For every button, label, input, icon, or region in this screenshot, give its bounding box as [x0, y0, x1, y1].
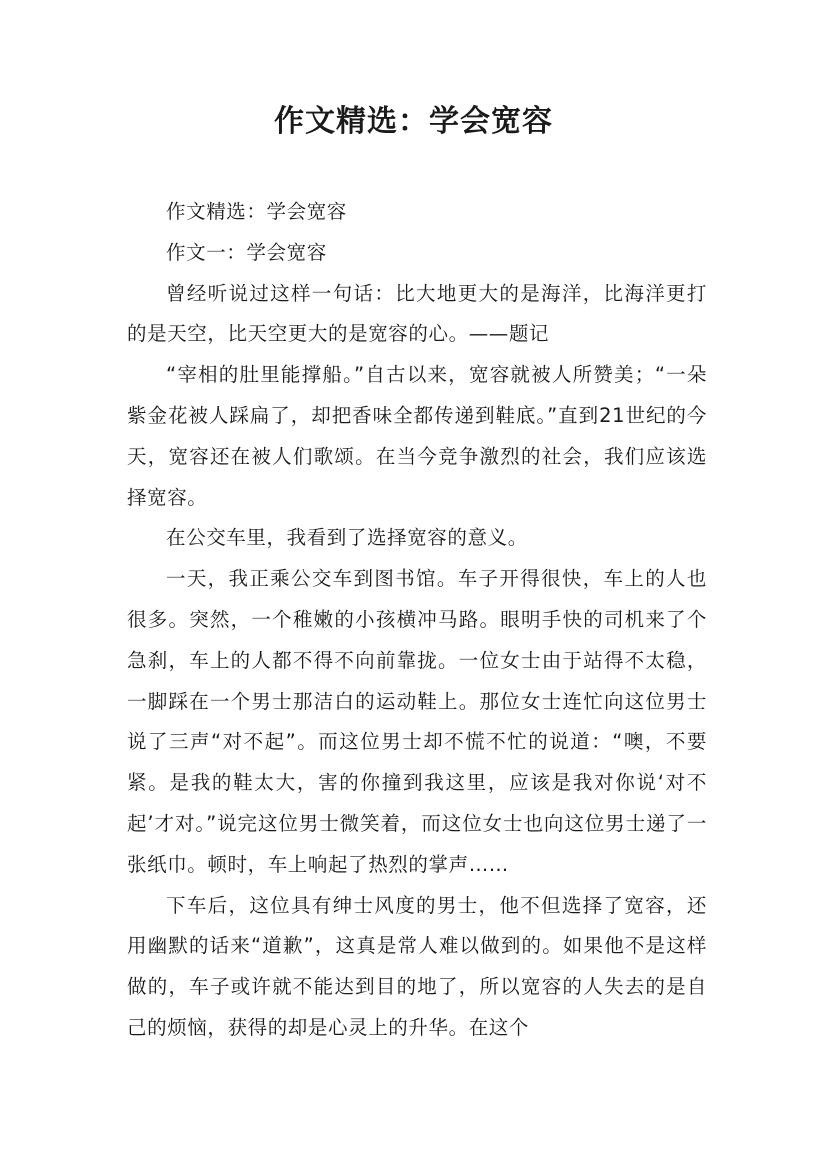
- document-title: 作文精选：学会宽容: [274, 104, 553, 139]
- paragraph-essay-heading: 作文一：学会宽容: [166, 240, 327, 264]
- paragraph-reflection: 下车后，这位具有绅士风度的男士，他不但选择了宽容，还用幽默的话来“道歉”，这真是常人难以做到的。如果他不是这样做的，车子或许就不能达到目的地了，所以宽容的人失去的是自己的烦恼，获得的却是心灵上的升华。在这个: [127, 893, 707, 1039]
- paragraph-subtitle: 作文精选：学会宽容: [166, 200, 347, 223]
- document-body: [127, 192, 707, 1049]
- paragraph-story: 一天，我正乘公交车到图书馆。车子开得很快，车上的人也很多。突然，一个稚嫩的小孩横冲马路。眼明手快的司机来了个急刹，车上的人都不得不向前靠拢。一位女士由于站得不太稳，一脚踩在一个男士那洁白的运动鞋上。那位女士连忙向这位男士说了三声“对不起”。而这位男士却不慌不忙的说道：“噢，不要紧。是我的鞋太大，害的你撞到我这里，应该是我对你说‘对不起’才对。”说完这位男士微笑着，而这位女士也向这位男士递了一张纸巾。顿时，车上响起了热烈的掌声……: [127, 567, 707, 876]
- paragraph-epigraph: 曾经听说过这样一句话：比大地更大的是海洋，比海洋更打的是天空，比天空更大的是宽容的心。——题记: [127, 281, 707, 346]
- paragraph-bus: 在公交车里，我看到了选择宽容的意义。: [166, 526, 528, 550]
- paragraph-intro: “宰相的肚里能撑船。”自古以来，宽容就被人所赞美；“一朵紫金花被人踩扁了，却把香味全都传递到鞋底。”直到21世纪的今天，宽容还在被人们歌颂。在当今竞争激烈的社会，我们应该选择宽容。: [127, 363, 707, 509]
